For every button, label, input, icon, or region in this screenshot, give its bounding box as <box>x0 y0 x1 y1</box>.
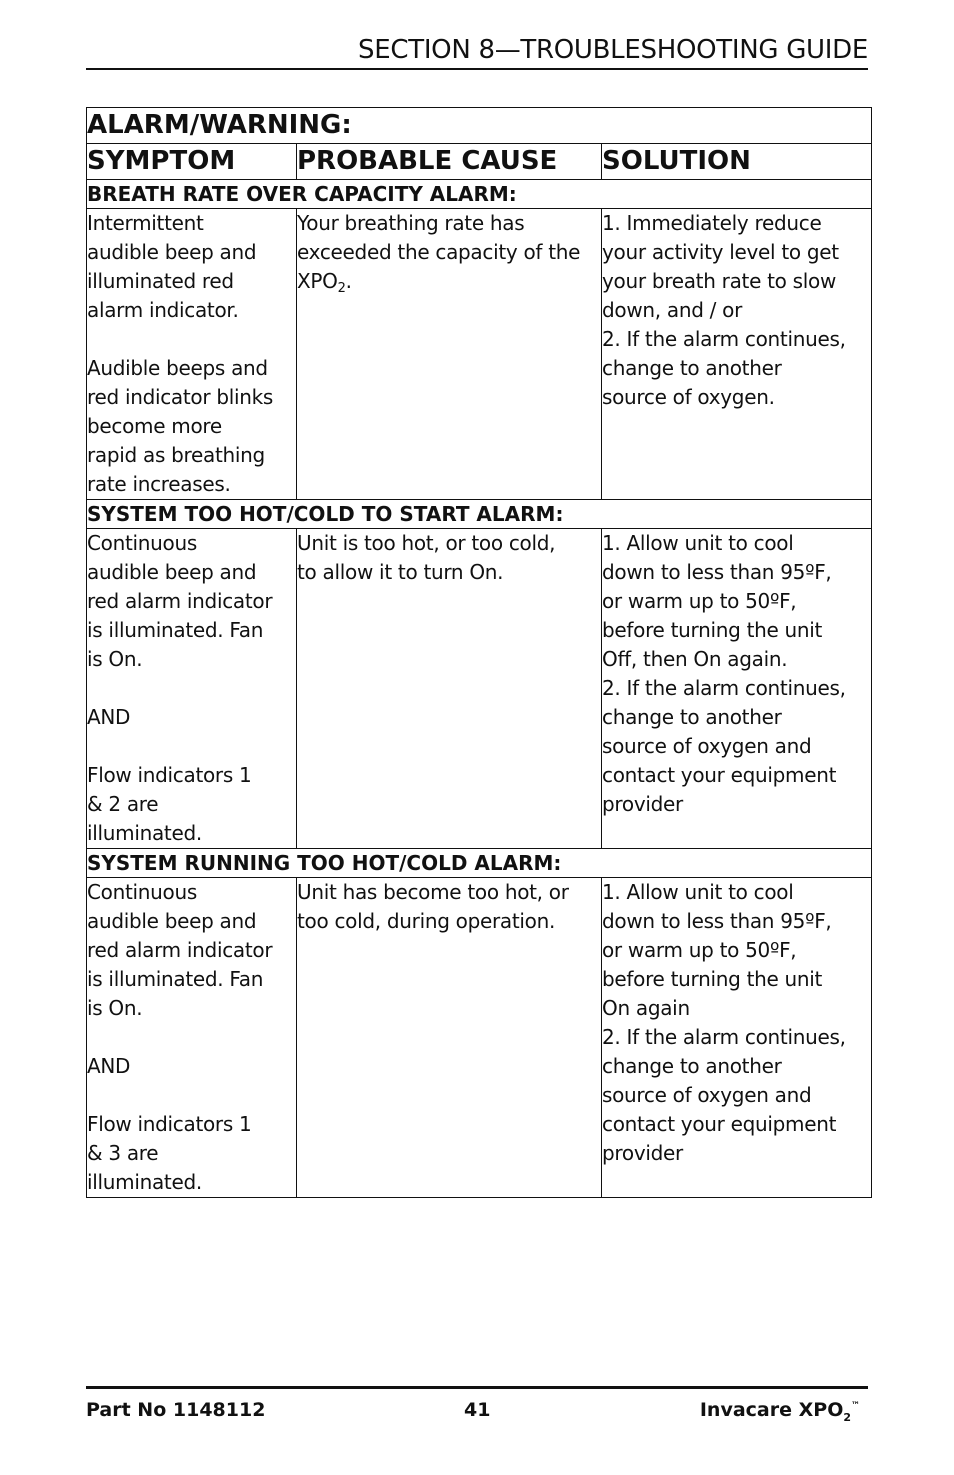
column-header-symptom: SYMPTOM <box>87 144 297 180</box>
page-header <box>86 36 868 70</box>
cell-line: AND <box>87 1054 131 1078</box>
symptom-cell <box>87 209 297 500</box>
subscript: 2 <box>337 281 346 296</box>
cell-line: change to another <box>602 1054 782 1078</box>
cell-line: rapid as breathing <box>87 443 265 467</box>
cell-line: source of oxygen and <box>602 1083 812 1107</box>
cell-line: 1. Allow unit to cool <box>602 880 794 904</box>
cell-line: contact your equipment <box>602 763 837 787</box>
cell-line: 2. If the alarm continues, <box>602 327 846 351</box>
cell-line: 1. Immediately reduce <box>602 211 822 235</box>
cell-line: down to less than 95ºF, <box>602 560 832 584</box>
cell-line: source of oxygen and <box>602 734 812 758</box>
cell-line: is On. <box>87 996 143 1020</box>
cell-text: . <box>345 269 352 293</box>
cell-line: illuminated. <box>87 821 202 845</box>
cell-line: 2. If the alarm continues, <box>602 676 846 700</box>
page-number: 41 <box>464 1399 491 1421</box>
cell-line: Your breathing rate has <box>297 211 525 235</box>
cell-line: & 2 are <box>87 792 159 816</box>
cell-line: too cold, during operation. <box>297 909 556 933</box>
cell-line: is illuminated. Fan <box>87 967 264 991</box>
cell-line: & 3 are <box>87 1141 159 1165</box>
table-row <box>87 209 872 500</box>
section-header-row <box>87 180 872 209</box>
cell-line: rate increases. <box>87 472 231 496</box>
cell-line: before turning the unit <box>602 967 823 991</box>
cell-line: is illuminated. Fan <box>87 618 264 642</box>
symptom-cell <box>87 878 297 1198</box>
section-name: BREATH RATE OVER CAPACITY ALARM: <box>87 180 872 209</box>
part-number: Part No 1148112 <box>86 1399 266 1421</box>
cell-line: audible beep and <box>87 560 257 584</box>
cell-line: Unit is too hot, or too cold, <box>297 531 556 555</box>
cell-line: AND <box>87 705 131 729</box>
symptom-cell <box>87 529 297 849</box>
cell-line: illuminated red <box>87 269 234 293</box>
cell-line <box>87 732 296 761</box>
cell-line: to allow it to turn On. <box>297 560 504 584</box>
cell-line: red alarm indicator <box>87 589 273 613</box>
cell-line: your activity level to get <box>602 240 839 264</box>
cell-line: down to less than 95ºF, <box>602 909 832 933</box>
section-name: SYSTEM RUNNING TOO HOT/COLD ALARM: <box>87 849 872 878</box>
brand-text: Invacare XPO <box>699 1399 844 1421</box>
cell-line: or warm up to 50ºF, <box>602 589 797 613</box>
cell-line <box>87 1081 296 1110</box>
cell-line: exceeded the capacity of the <box>297 240 581 264</box>
probable-cause-cell <box>297 209 602 500</box>
page-footer <box>86 1386 868 1429</box>
troubleshooting-table <box>86 107 872 1198</box>
cell-line <box>297 269 352 296</box>
section-header-row <box>87 849 872 878</box>
column-header-probable-cause: PROBABLE CAUSE <box>297 144 602 180</box>
probable-cause-cell <box>297 878 602 1198</box>
solution-cell <box>602 529 872 849</box>
cell-line: audible beep and <box>87 909 257 933</box>
cell-line: is On. <box>87 647 143 671</box>
cell-line: change to another <box>602 356 782 380</box>
cell-line: contact your equipment <box>602 1112 837 1136</box>
cell-line: 1. Allow unit to cool <box>602 531 794 555</box>
brand-subscript: 2 <box>843 1411 851 1424</box>
cell-line: On again <box>602 996 690 1020</box>
cell-line: Continuous <box>87 531 197 555</box>
column-header-solution: SOLUTION <box>602 144 872 180</box>
cell-line: before turning the unit <box>602 618 823 642</box>
section-header-row <box>87 500 872 529</box>
cell-line: 2. If the alarm continues, <box>602 1025 846 1049</box>
section-title: SECTION 8—TROUBLESHOOTING GUIDE <box>358 35 868 65</box>
cell-line: red indicator blinks <box>87 385 274 409</box>
cell-line: Flow indicators 1 <box>87 1112 252 1136</box>
brand-name <box>699 1399 860 1424</box>
cell-line: red alarm indicator <box>87 938 273 962</box>
cell-line <box>297 267 601 296</box>
table-row <box>87 878 872 1198</box>
cell-line: down, and / or <box>602 298 743 322</box>
solution-cell <box>602 209 872 500</box>
cell-line: Flow indicators 1 <box>87 763 252 787</box>
cell-line: alarm indicator. <box>87 298 239 322</box>
cell-line: provider <box>602 792 683 816</box>
cell-line: Audible beeps and <box>87 356 268 380</box>
solution-cell <box>602 878 872 1198</box>
trademark-symbol: ™ <box>851 1401 860 1411</box>
cell-line: Continuous <box>87 880 197 904</box>
cell-line: or warm up to 50ºF, <box>602 938 797 962</box>
cell-line: become more <box>87 414 222 438</box>
cell-line <box>87 1023 296 1052</box>
cell-line: source of oxygen. <box>602 385 775 409</box>
cell-line: Intermittent <box>87 211 204 235</box>
column-header-row <box>87 144 872 180</box>
table-title: ALARM/WARNING: <box>87 108 872 144</box>
cell-line: illuminated. <box>87 1170 202 1194</box>
cell-text: XPO <box>297 269 338 293</box>
table-row <box>87 529 872 849</box>
section-name: SYSTEM TOO HOT/COLD TO START ALARM: <box>87 500 872 529</box>
cell-line: change to another <box>602 705 782 729</box>
cell-line: Unit has become too hot, or <box>297 880 569 904</box>
cell-line: your breath rate to slow <box>602 269 837 293</box>
cell-line <box>87 674 296 703</box>
probable-cause-cell <box>297 529 602 849</box>
table-title-row <box>87 108 872 144</box>
cell-line: audible beep and <box>87 240 257 264</box>
cell-line <box>87 325 296 354</box>
cell-line: Off, then On again. <box>602 647 788 671</box>
cell-line: provider <box>602 1141 683 1165</box>
